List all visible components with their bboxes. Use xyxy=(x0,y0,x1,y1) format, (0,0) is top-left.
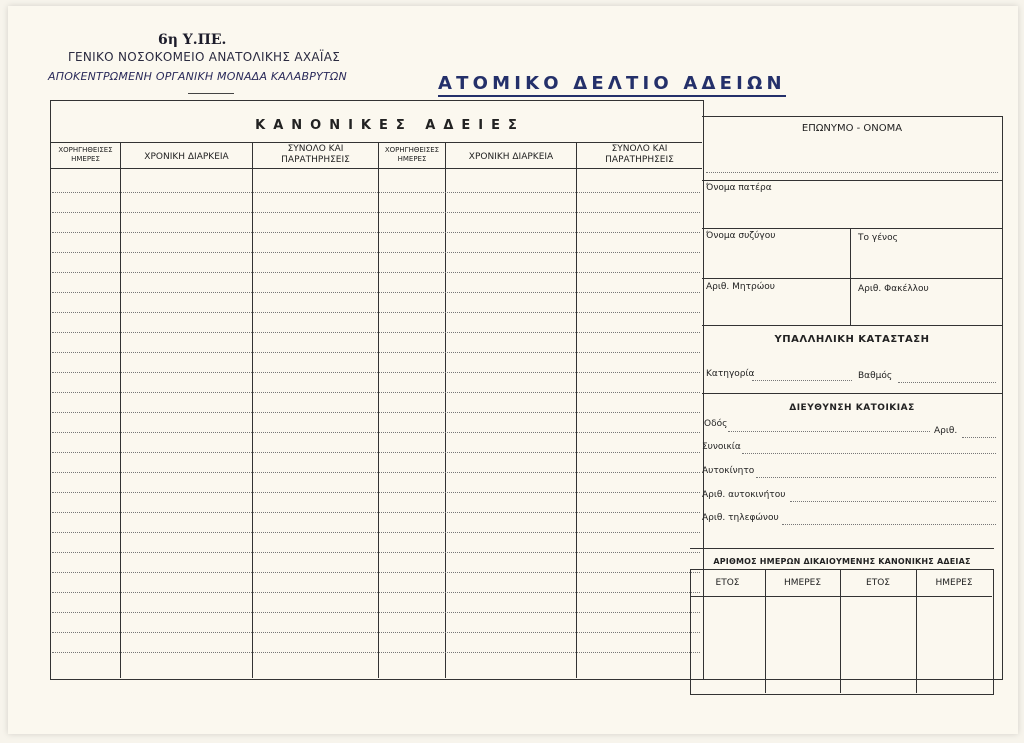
section-divider xyxy=(702,228,1003,229)
header-row-divider xyxy=(50,168,702,169)
district-field[interactable] xyxy=(742,453,996,454)
authority-label: 6η Υ.ΠΕ. xyxy=(158,32,227,48)
entitlement-col-days: ΗΜΕΡΕΣ xyxy=(935,578,973,588)
field-divider xyxy=(850,228,851,325)
table-row[interactable] xyxy=(52,272,700,273)
leave-table xyxy=(50,100,704,680)
unit-name: ΑΠΟΚΕΝΤΡΩΜΕΝΗ ΟΡΓΑΝΙΚΗ ΜΟΝΑΔΑ ΚΑΛΑΒΡΥΤΩΝ xyxy=(48,70,347,83)
table-row[interactable] xyxy=(52,432,700,433)
section-divider xyxy=(702,325,1003,326)
car-label: Αυτοκίνητο xyxy=(702,466,755,476)
table-row[interactable] xyxy=(52,332,700,333)
col-header-total-notes: ΣΥΝΟΛΟ ΚΑΙ ΠΑΡΑΤΗΡΗΣΕΙΣ xyxy=(605,144,674,165)
father-name-label: Όνομα πατέρα xyxy=(706,183,772,193)
table-row[interactable] xyxy=(52,532,700,533)
street-field[interactable] xyxy=(728,431,930,432)
car-no-label: Αριθ. αυτοκινήτου xyxy=(702,490,786,500)
maiden-name-label: Το γένος xyxy=(858,233,898,243)
street-number-field[interactable] xyxy=(962,437,996,438)
phone-field[interactable] xyxy=(782,524,996,525)
table-row[interactable] xyxy=(52,352,700,353)
table-row[interactable] xyxy=(52,652,700,653)
spouse-name-label: Όνομα συζύγου xyxy=(706,231,776,241)
col-divider xyxy=(120,142,121,678)
col-header-total-notes: ΣΥΝΟΛΟ ΚΑΙ ΠΑΡΑΤΗΡΗΣΕΙΣ xyxy=(281,144,350,165)
street-label: Οδός xyxy=(704,419,728,429)
car-field[interactable] xyxy=(756,477,996,478)
table-row[interactable] xyxy=(52,452,700,453)
table-row[interactable] xyxy=(52,492,700,493)
name-field[interactable] xyxy=(706,172,998,173)
folder-no-label: Αριθ. Φακέλλου xyxy=(858,284,929,294)
table-row[interactable] xyxy=(52,372,700,373)
table-row[interactable] xyxy=(52,232,700,233)
table-row[interactable] xyxy=(52,192,700,193)
entitlement-col-days: ΗΜΕΡΕΣ xyxy=(783,578,822,588)
table-row[interactable] xyxy=(52,592,700,593)
phone-label: Αριθ. τηλεφώνου xyxy=(702,513,779,523)
table-row[interactable] xyxy=(52,632,700,633)
address-header: ΔΙΕΥΘΥΝΣΗ ΚΑΤΟΙΚΙΑΣ xyxy=(789,403,915,413)
col-divider xyxy=(252,142,253,678)
entitlement-col-year: ΕΤΟΣ xyxy=(866,578,890,588)
table-row[interactable] xyxy=(52,392,700,393)
category-label: Κατηγορία xyxy=(706,369,755,379)
col-divider xyxy=(378,142,379,678)
table-row[interactable] xyxy=(52,252,700,253)
col-divider xyxy=(576,142,577,678)
entitlement-col-year: ΕΤΟΣ xyxy=(715,578,740,588)
hospital-name: ΓΕΝΙΚΟ ΝΟΣΟΚΟΜΕΙΟ ΑΝΑΤΟΛΙΚΗΣ ΑΧΑΪΑΣ xyxy=(68,50,341,64)
grade-label: Βαθμός xyxy=(858,371,893,381)
grade-field[interactable] xyxy=(898,382,996,383)
col-header-duration: ΧΡΟΝΙΚΗ ΔΙΑΡΚΕΙΑ xyxy=(468,152,554,162)
entitlement-header-divider xyxy=(690,596,992,597)
car-no-field[interactable] xyxy=(790,501,996,502)
col-divider xyxy=(445,142,446,678)
page-title: ΑΤΟΜΙΚΟ ΔΕΛΤΙΟ ΑΔΕΙΩΝ xyxy=(438,74,786,97)
table-row[interactable] xyxy=(52,572,700,573)
table-row[interactable] xyxy=(52,512,700,513)
table-row[interactable] xyxy=(52,312,700,313)
col-header-granted-days: ΧΟΡΗΓΗΘΕΙΣΕΣ ΗΜΕΡΕΣ xyxy=(58,146,113,163)
street-number-label: Αριθ. xyxy=(934,426,958,436)
section-divider xyxy=(690,548,994,549)
registry-no-label: Αριθ. Μητρώου xyxy=(706,282,775,292)
section-divider xyxy=(702,278,1003,279)
section-divider xyxy=(702,180,1003,181)
table-row[interactable] xyxy=(52,472,700,473)
employment-header: ΥΠΑΛΛΗΛΙΚΗ ΚΑΤΑΣΤΑΣΗ xyxy=(774,334,930,345)
category-field[interactable] xyxy=(752,380,852,381)
col-header-duration: ΧΡΟΝΙΚΗ ΔΙΑΡΚΕΙΑ xyxy=(144,152,229,162)
header-divider xyxy=(188,93,234,94)
section-divider xyxy=(702,393,1003,394)
entitlement-header: ΑΡΙΘΜΟΣ ΗΜΕΡΩΝ ΔΙΚΑΙΟΥΜΕΝΗΣ ΚΑΝΟΝΙΚΗΣ ΑΔΕΙΑΣ xyxy=(713,557,971,566)
name-header: ΕΠΩΝΥΜΟ - ΟΝΟΜΑ xyxy=(801,123,903,134)
district-label: Συνοικία xyxy=(702,442,741,452)
table-row[interactable] xyxy=(52,212,700,213)
table-row[interactable] xyxy=(52,612,700,613)
table-row[interactable] xyxy=(52,552,700,553)
table-row[interactable] xyxy=(52,412,700,413)
leave-table-heading: ΚΑΝΟΝΙΚΕΣ ΑΔΕΙΕΣ xyxy=(255,118,525,133)
col-header-granted-days: ΧΟΡΗΓΗΘΕΙΣΕΣ ΗΜΕΡΕΣ xyxy=(384,146,440,163)
table-row[interactable] xyxy=(52,292,700,293)
